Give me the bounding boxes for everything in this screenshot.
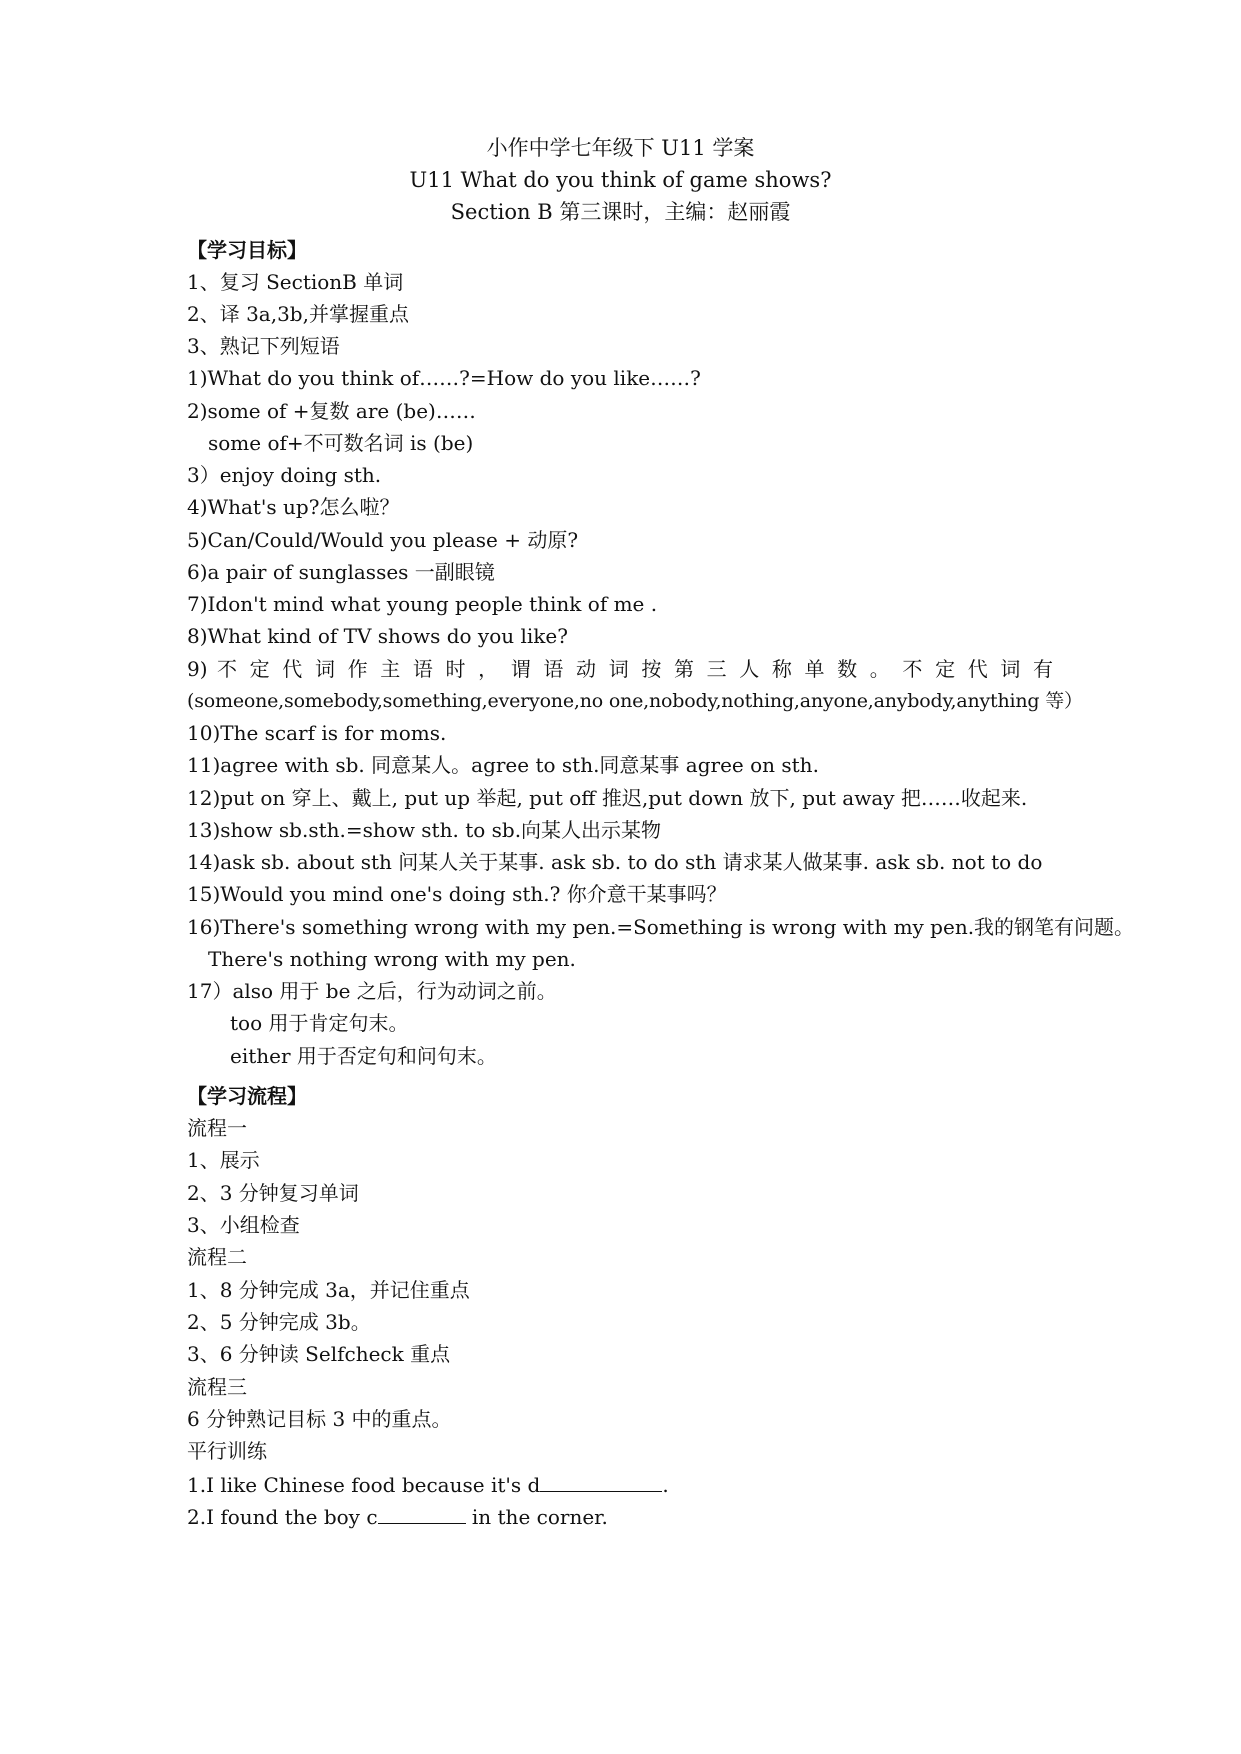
exercise-1-end: . xyxy=(662,1473,669,1497)
stage-item: 2、3 分钟复习单词 xyxy=(187,1181,359,1205)
phrase-item: 17）also 用于 be 之后，行为动词之前。 xyxy=(187,979,557,1003)
phrase-item: 5)Can/Could/Would you please + 动原? xyxy=(187,528,579,552)
phrase-item: some of+不可数名词 is (be) xyxy=(208,431,474,455)
exercise-1-blank[interactable] xyxy=(540,1471,662,1492)
phrase-item: 8)What kind of TV shows do you like? xyxy=(187,624,568,648)
stage-item: 3、小组检查 xyxy=(187,1213,300,1237)
phrase-item: 12)put on 穿上、戴上, put up 举起, put off 推迟,put down 放下, put away 把……收起来. xyxy=(187,786,1028,810)
exercise-1-text: 1.I like Chinese food because it's d xyxy=(187,1473,541,1497)
goal-item: 2、译 3a,3b,并掌握重点 xyxy=(187,302,409,326)
phrase-item: 16)There's something wrong with my pen.=Something is wrong with my pen.我的钢笔有问题。 xyxy=(187,915,1135,939)
goals-heading: 【学习目标】 xyxy=(187,238,307,262)
document-title: 小作中学七年级下 U11 学案 xyxy=(486,136,755,160)
stage-label: 流程二 xyxy=(187,1245,247,1269)
phrase-item: 11)agree with sb. 同意某人。agree to sth.同意某事 agree on sth. xyxy=(187,753,819,777)
phrase-item: 2)some of +复数 are (be)…… xyxy=(187,399,476,423)
phrase-item: 9) 不 定 代 词 作 主 语 时 ， 谓 语 动 词 按 第 三 人 称 单 数 。 不 定 代 词 有 xyxy=(187,657,1053,681)
practice-heading: 平行训练 xyxy=(187,1439,267,1463)
phrase-item: 15)Would you mind one's doing sth.? 你介意干某事吗？ xyxy=(187,882,727,906)
exercise-2 xyxy=(187,1503,608,1530)
phrase-item: 6)a pair of sunglasses 一副眼镜 xyxy=(187,560,495,584)
section-subtitle: Section B 第三课时，主编：赵丽霞 xyxy=(450,200,791,224)
process-heading: 【学习流程】 xyxy=(187,1084,307,1108)
phrase-item: 7)Idon't mind what young people think of me . xyxy=(187,592,658,616)
stage-item: 1、展示 xyxy=(187,1148,260,1172)
stage-item: 3、6 分钟读 Selfcheck 重点 xyxy=(187,1342,451,1366)
phrase-item: 4)What's up?怎么啦？ xyxy=(187,495,400,519)
phrase-item: either 用于否定句和问句末。 xyxy=(230,1044,497,1068)
phrase-item: 3）enjoy doing sth. xyxy=(187,463,382,487)
phrase-item: too 用于肯定句末。 xyxy=(230,1011,409,1035)
stage-label: 流程三 xyxy=(187,1375,247,1399)
stage-item: 1、8 分钟完成 3a，并记住重点 xyxy=(187,1278,470,1302)
goal-item: 1、复习 SectionB 单词 xyxy=(187,270,404,294)
phrase-item: 13)show sb.sth.=show sth. to sb.向某人出示某物 xyxy=(187,818,662,842)
exercise-2-text: 2.I found the boy c xyxy=(187,1505,378,1529)
goal-item: 3、熟记下列短语 xyxy=(187,334,340,358)
phrase-item: (someone,somebody,something,everyone,no one,nobody,nothing,anyone,anybody,anything 等） xyxy=(187,690,1083,712)
stage-text: 6 分钟熟记目标 3 中的重点。 xyxy=(187,1407,452,1431)
exercise-2-blank[interactable] xyxy=(378,1503,466,1524)
stage-item: 2、5 分钟完成 3b。 xyxy=(187,1310,371,1334)
phrase-item: There's nothing wrong with my pen. xyxy=(208,947,576,971)
phrase-item: 10)The scarf is for moms. xyxy=(187,721,447,745)
stage-label: 流程一 xyxy=(187,1116,247,1140)
unit-title: U11 What do you think of game shows? xyxy=(409,168,832,192)
phrase-item: 1)What do you think of……?=How do you like……? xyxy=(187,366,701,390)
exercise-1 xyxy=(187,1471,669,1498)
exercise-2-end: in the corner. xyxy=(465,1505,608,1529)
phrase-item: 14)ask sb. about sth 问某人关于某事. ask sb. to do sth 请求某人做某事. ask sb. not to do xyxy=(187,850,1043,874)
